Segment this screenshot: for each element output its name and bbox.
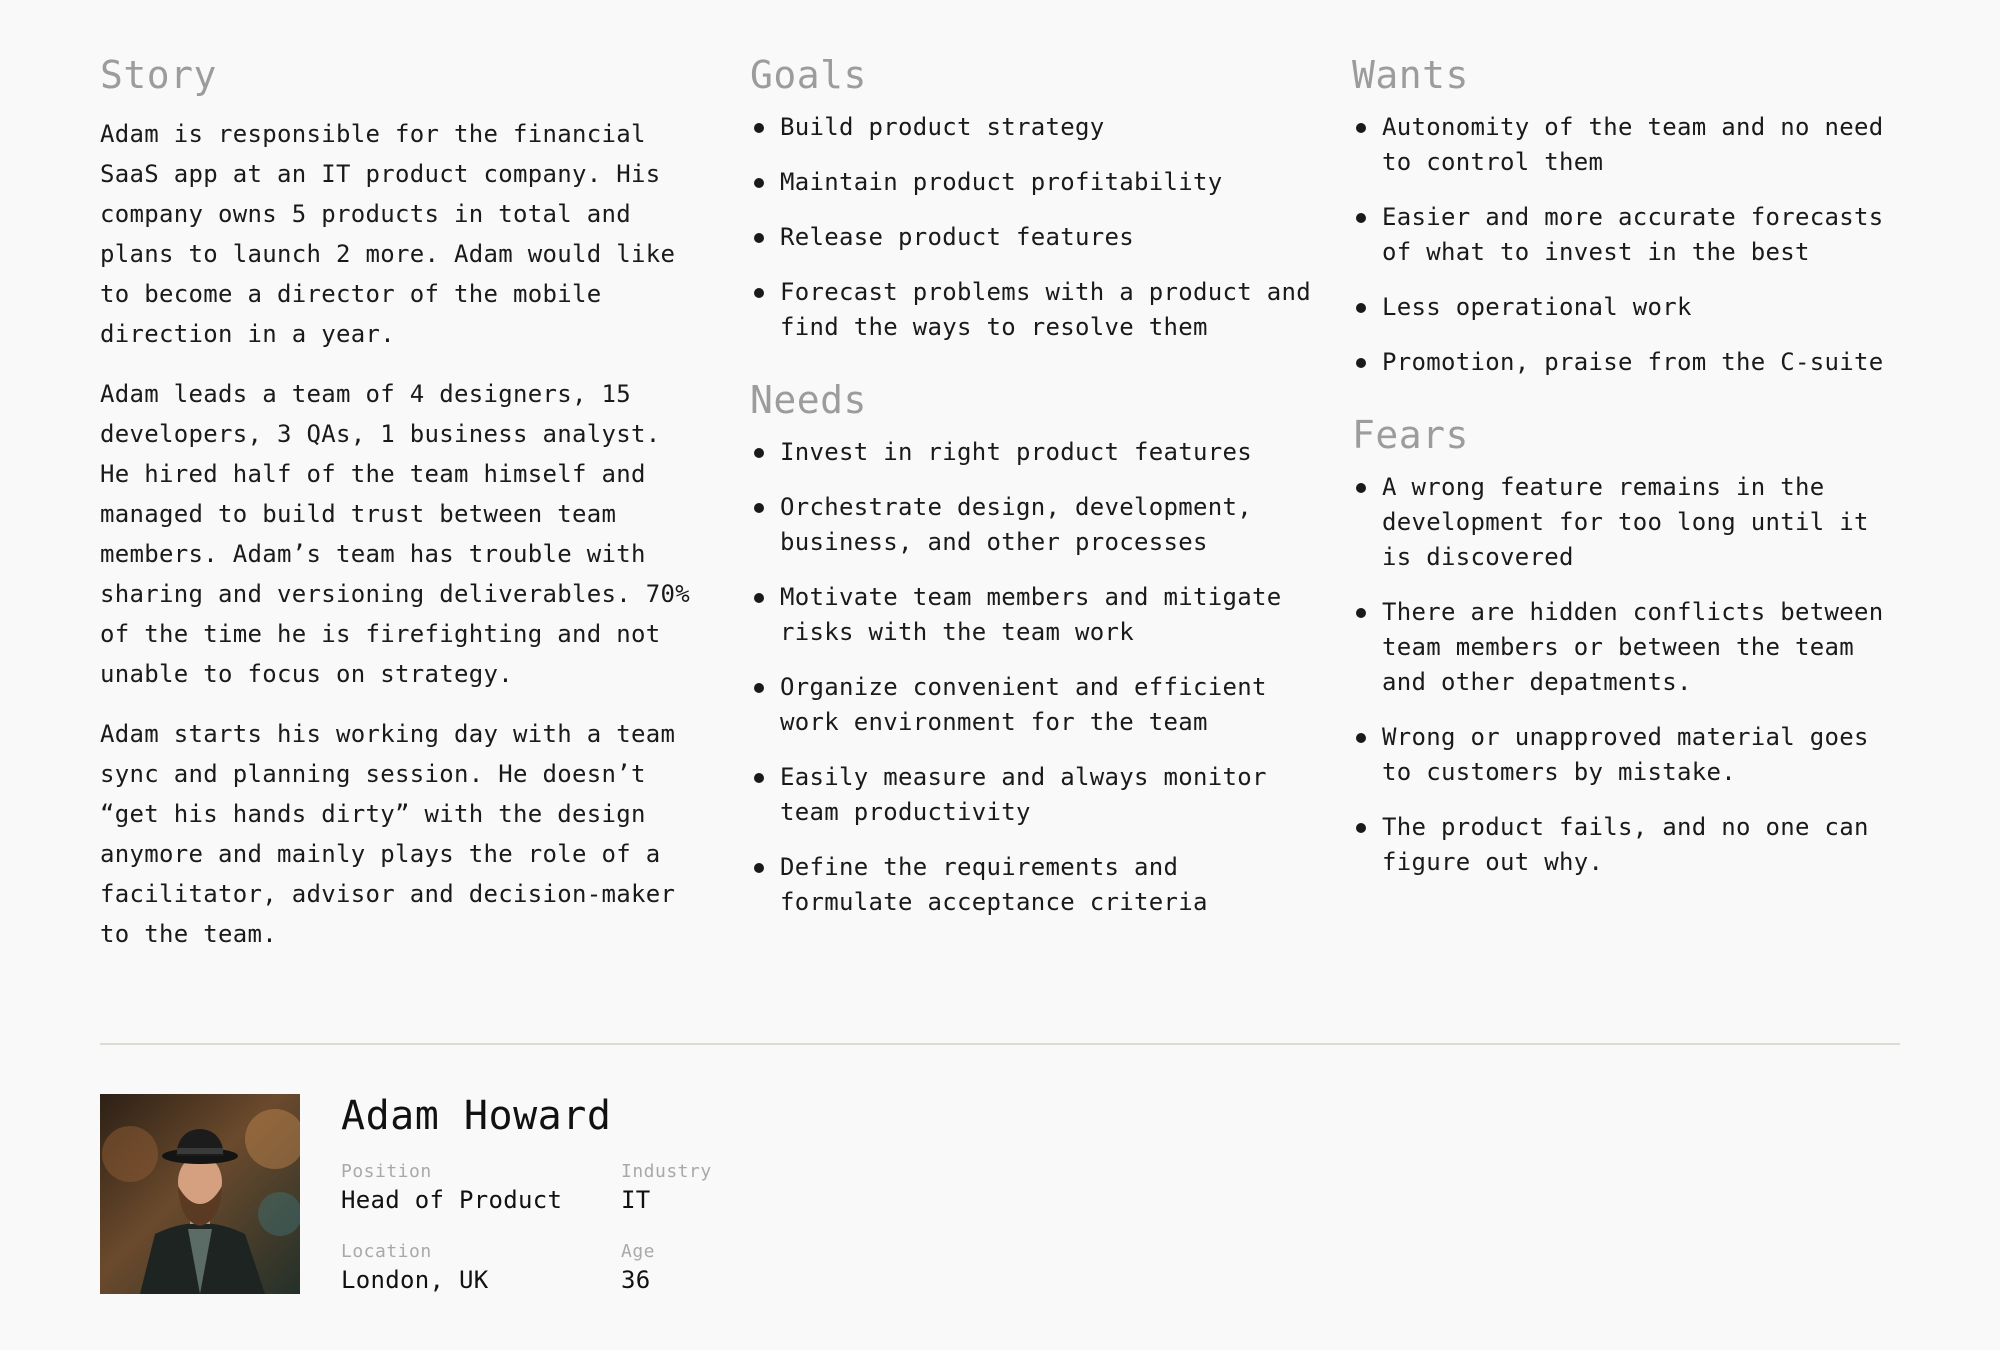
position-value: Head of Product [341,1186,563,1214]
needs-heading: Needs [750,378,867,422]
goals-heading: Goals [750,53,867,97]
age-value: 36 [621,1266,651,1294]
list-item: Organize convenient and efficient work environment for the team [750,670,1320,740]
list-item: Wrong or unapproved material goes to customers by mistake. [1352,720,1912,790]
age-field [621,1240,655,1296]
section-divider [100,1043,1900,1045]
list-item: The product fails, and no one can figure out why. [1352,810,1912,880]
position-label: Position [341,1161,432,1182]
goals-needs-column [750,50,1320,940]
wants-fears-column [1352,50,1912,900]
goals-list [750,110,1320,345]
persona-name: Adam Howard [341,1093,612,1139]
location-label: Location [341,1241,432,1262]
fears-heading: Fears [1352,413,1469,457]
list-item: Invest in right product features [750,435,1320,470]
list-item: Autonomity of the team and no need to control them [1352,110,1912,180]
list-item: Forecast problems with a product and find the ways to resolve them [750,275,1320,345]
industry-field [621,1160,712,1216]
list-item: Motivate team members and mitigate risks with the team work [750,580,1320,650]
goals-section [750,50,1320,345]
list-item: Less operational work [1352,290,1912,325]
location-value: London, UK [341,1266,489,1294]
story-paragraph: Adam is responsible for the financial SaaS app at an IT product company. His company owns 5 products in total and plans to launch 2 more. Adam would like to become a director of the mobile direction in a year. [100,120,676,348]
list-item: Define the requirements and formulate acceptance criteria [750,850,1320,920]
needs-list [750,435,1320,920]
list-item: Easily measure and always monitor team productivity [750,760,1320,830]
list-item: There are hidden conflicts between team members or between the team and other depatments. [1352,595,1912,700]
list-item: Build product strategy [750,110,1320,145]
industry-value: IT [621,1186,651,1214]
location-field [341,1240,489,1296]
story-section [100,50,700,974]
story-paragraph: Adam starts his working day with a team sync and planning session. He doesn’t “get his hands dirty” with the design anymore and mainly plays the role of a facilitator, advisor and decision-maker to the team. [100,720,676,948]
story-heading: Story [100,53,217,97]
needs-section [750,375,1320,920]
wants-list [1352,110,1912,380]
list-item: A wrong feature remains in the development for too long until it is discovered [1352,470,1912,575]
position-field [341,1160,562,1216]
list-item: Easier and more accurate forecasts of what to invest in the best [1352,200,1912,270]
list-item: Promotion, praise from the C-suite [1352,345,1912,380]
story-paragraph: Adam leads a team of 4 designers, 15 developers, 3 QAs, 1 business analyst. He hired half of the team himself and managed to build trust between team members. Adam’s team has trouble with sharing and versioning deliverables. 70% of the time he is firefighting and not unable to focus on strategy. [100,380,690,688]
age-label: Age [621,1241,656,1262]
wants-section [1352,50,1912,380]
industry-label: Industry [621,1161,712,1182]
avatar-portrait-icon [100,1094,300,1294]
list-item: Release product features [750,220,1320,255]
profile-card [100,1094,1300,1294]
fears-list [1352,470,1912,880]
fears-section [1352,410,1912,880]
wants-heading: Wants [1352,53,1469,97]
list-item: Maintain product profitability [750,165,1320,200]
list-item: Orchestrate design, development, business, and other processes [750,490,1320,560]
avatar [100,1094,300,1294]
